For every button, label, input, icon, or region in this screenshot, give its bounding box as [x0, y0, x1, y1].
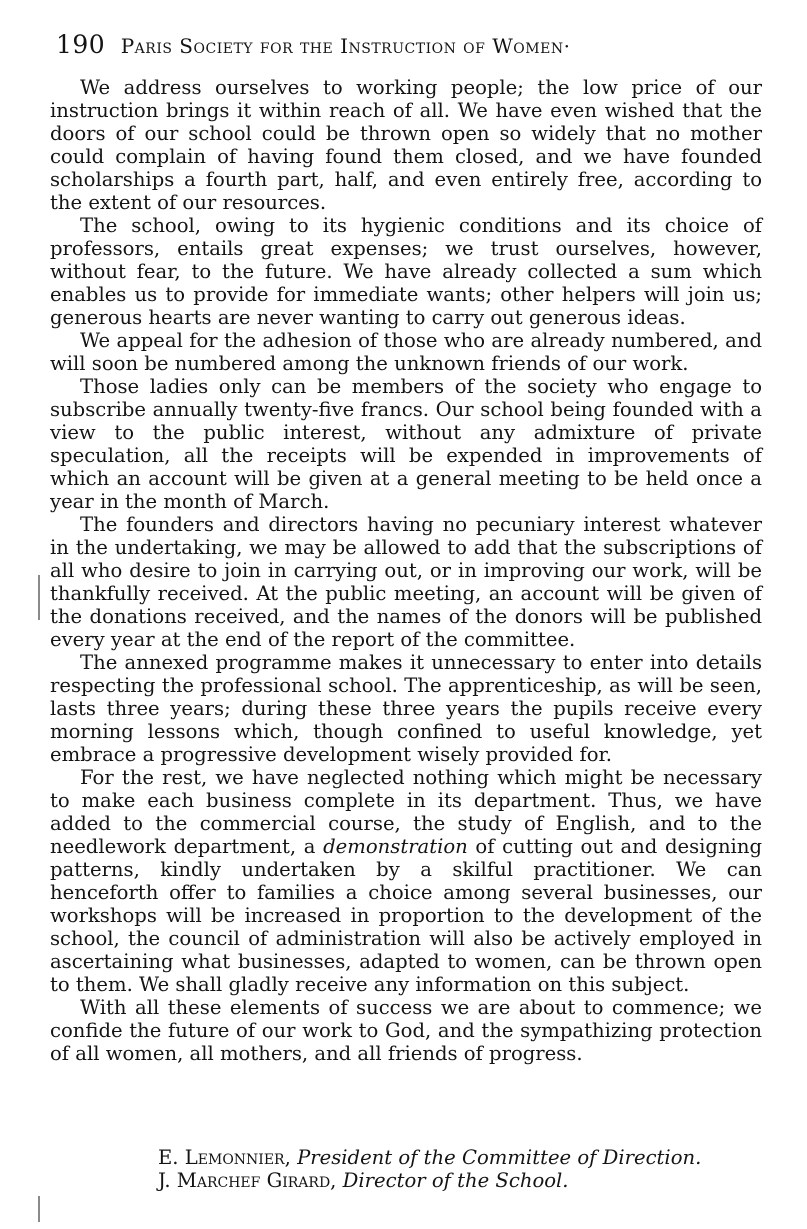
signatory-role: Director of the School.	[342, 1169, 569, 1192]
paragraph: We address ourselves to working people; the low price of our instruction brings it within reach of all. We have even wished that the doors of our school could be thrown open so widely that no mother could complain of having found them closed, and we have founded scholarships a fourth part, half, and even entirely free, according to the extent of our resources.	[50, 76, 762, 214]
paragraph: The founders and directors having no pecuniary interest whatever in the undertaking, we may be allowed to add that the subscriptions of all who desire to join in carrying out, or in improving our work, will be thankfully received. At the public meeting, an account will be given of the donations received, and the names of the donors will be published every year at the end of the report of the committee.	[50, 513, 762, 651]
emphasis-text: demonstration	[323, 835, 468, 858]
running-title: Paris Society for the Instruction of Women·	[120, 34, 571, 58]
margin-rule	[38, 575, 40, 620]
paragraph: The school, owing to its hygienic conditions and its choice of professors, entails great expenses; we trust ourselves, however, without fear, to the future. We have already collected a sum which enables us to provide for immediate wants; other helpers will join us; generous hearts are never wanting to carry out generous ideas.	[50, 214, 762, 329]
paragraph: The annexed programme makes it unnecessary to enter into details respecting the professional school. The apprenticeship, as will be seen, lasts three years; during these three years the pupils receive every morning lessons which, though confined to useful knowledge, yet embrace a progressive development wisely provided for.	[50, 651, 762, 766]
paragraph	[50, 766, 762, 996]
margin-rule	[38, 1196, 40, 1222]
paragraph: We appeal for the adhesion of those who are already numbered, and will soon be numbered among the unknown friends of our work.	[50, 329, 762, 375]
signature-line	[158, 1146, 701, 1169]
signatory-name: E. Lemonnier,	[158, 1146, 291, 1169]
signatory-name: J. Marchef Girard,	[158, 1169, 337, 1192]
article-body	[50, 76, 762, 1065]
signature-line	[158, 1169, 569, 1192]
paragraph: Those ladies only can be members of the society who engage to subscribe annually twenty-five francs. Our school being founded with a view to the public interest, without any admixture of private speculation, all the receipts will be expended in improvements of which an account will be given at a general meeting to be held once a year in the month of March.	[50, 375, 762, 513]
paragraph-text: of cutting out and designing patterns, kindly undertaken by a skilful practitioner. We can henceforth offer to families a choice among several businesses, our workshops will be increased in proportion to the development of the school, the council of administration will also be actively employed in ascertaining what businesses, adapted to women, can be thrown open to them. We shall gladly receive any information on this subject.	[50, 835, 762, 996]
page-number: 190	[56, 30, 106, 59]
signatory-role: President of the Committee of Direction.	[297, 1146, 702, 1169]
page-header	[56, 30, 777, 59]
closing-paragraph: With all these elements of success we are about to commence; we confide the future of our work to God, and the sympathizing protection of all women, all mothers, and all friends of progress.	[50, 996, 762, 1065]
paragraph-text: For the rest, we have neglected nothing which might be necessary to make each business complete in its department. Thus, we have added to the commercial course, the study of English, and to the needlework department, a	[50, 766, 762, 858]
